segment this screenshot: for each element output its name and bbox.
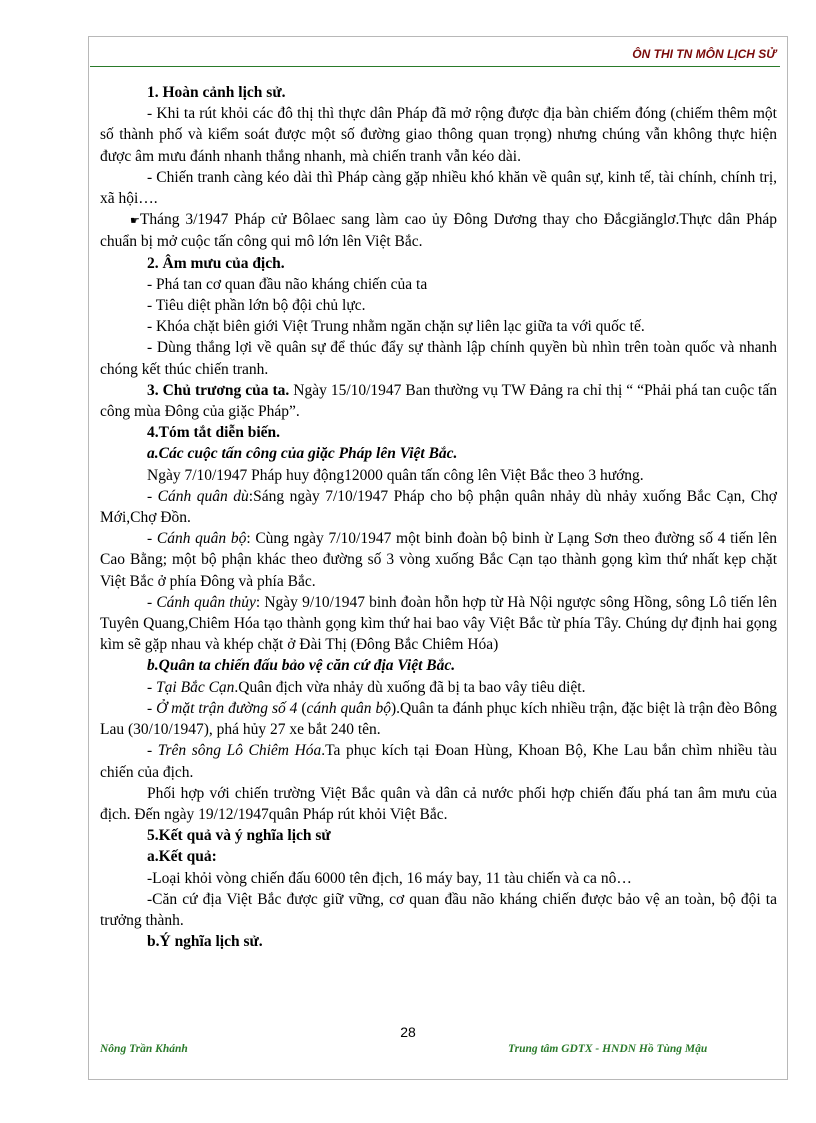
list-item: - Phá tan cơ quan đầu não kháng chiến của ta bbox=[147, 275, 428, 293]
inline-label: Cánh quân thủy bbox=[156, 593, 256, 611]
subsection-heading: b.Quân ta chiến đấu bảo vệ căn cứ địa Việt Bắc. bbox=[147, 657, 456, 675]
paragraph bbox=[100, 209, 777, 252]
subsection-heading: a.Các cuộc tấn công của giặc Pháp lên Việt Bắc. bbox=[147, 445, 458, 463]
header-title: ÔN THI TN MÔN LỊCH SỬ bbox=[632, 47, 776, 61]
paragraph: - Tại Bắc Cạn.Quân địch vừa nhảy dù xuống đã bị ta bao vây tiêu diệt. bbox=[147, 678, 586, 696]
paragraph bbox=[100, 380, 777, 422]
paragraph: -Căn cứ địa Việt Bắc được giữ vững, cơ quan đầu não kháng chiến được bảo vệ an toàn, bộ đội ta trưởng thành. bbox=[100, 890, 777, 929]
paragraph: - Cánh quân bộ: Cùng ngày 7/10/1947 một binh đoàn bộ binh ừ Lạng Sơn theo đường số 4 tiến lên Cao Bằng; một bộ phận khác theo đường số 3 vòng xuống Bắc Cạn tạo thành gọng kìm thứ nhất kẹp chặt Việt Bắc ở phía Đông và phía Bắc. bbox=[100, 530, 777, 590]
section-heading: 5.Kết quả và ý nghĩa lịch sử bbox=[147, 827, 331, 845]
inline-label: cánh quân bộ bbox=[306, 699, 391, 717]
inline-label: Trên sông Lô Chiêm Hóa bbox=[157, 742, 322, 760]
section-heading: 4.Tóm tắt diễn biến. bbox=[147, 424, 281, 442]
inline-label: Cánh quân bộ bbox=[156, 530, 247, 548]
paragraph-text: : Cùng ngày 7/10/1947 một binh đoàn bộ binh ừ Lạng Sơn theo đường số 4 tiến lên Cao Bằng; một bộ phận khác theo đường số 3 vòng xuống Bắc Cạn tạo thành gọng kìm thứ nhất kẹp chặt Việt Bắc ở phía Đông và phía Bắc. bbox=[100, 530, 777, 590]
list-item: - Tiêu diệt phần lớn bộ đội chủ lực. bbox=[147, 297, 366, 315]
subsection-heading: a.Kết quả: bbox=[147, 848, 217, 866]
paragraph: - Trên sông Lô Chiêm Hóa.Ta phục kích tại Đoan Hùng, Khoan Bộ, Khe Lau bắn chìm nhiều tàu chiến của địch. bbox=[100, 742, 777, 781]
pointing-hand-icon: ☛ bbox=[130, 214, 140, 228]
section-heading: 2. Âm mưu của địch. bbox=[147, 254, 285, 272]
paragraph-text: ( bbox=[297, 699, 307, 717]
paragraph: -Loại khỏi vòng chiến đấu 6000 tên địch, 16 máy bay, 11 tàu chiến và ca nô… bbox=[147, 869, 632, 887]
inline-label: Cánh quân dù bbox=[157, 487, 249, 505]
subsection-heading: b.Ý nghĩa lịch sử. bbox=[147, 933, 263, 951]
footer-center-name: Trung tâm GDTX - HNDN Hồ Tùng Mậu bbox=[508, 1043, 708, 1055]
inline-label: Tại Bắc Cạn bbox=[156, 678, 235, 696]
document-body bbox=[100, 82, 777, 952]
paragraph: Ngày 7/10/1947 Pháp huy động12000 quân tấn công lên Việt Bắc theo 3 hướng. bbox=[147, 466, 644, 484]
paragraph-text: .Quân địch vừa nhảy dù xuống đã bị ta bao vây tiêu diệt. bbox=[234, 678, 586, 696]
section-heading: 1. Hoàn cảnh lịch sử. bbox=[147, 84, 286, 101]
paragraph: - Ở mặt trận đường số 4 (cánh quân bộ).Quân ta đánh phục kích nhiều trận, đặc biệt là trận đèo Bông Lau (30/10/1947), phá hủy 27 xe bắt 240 tên. bbox=[100, 699, 777, 739]
paragraph: - Khi ta rút khỏi các đô thị thì thực dân Pháp đã mở rộng được địa bàn chiếm đóng (chiếm thêm một số thành phố và kiểm soát được một số đường giao thông quan trọng) nhưng chúng vẫn không thực hiện được âm mưu đánh nhanh thắng nhanh, mà chiến tranh vẫn kéo dài. bbox=[100, 105, 777, 165]
paragraph-text: .Ta phục kích tại Đoan Hùng, Khoan Bộ, Khe Lau bắn chìm nhiều tàu chiến của địch. bbox=[100, 742, 777, 781]
paragraph-text: Ngày 15/10/1947 Ban thường vụ TW Đảng ra chỉ thị “ “Phải phá tan cuộc tấn công mùa Đông của giặc Pháp”. bbox=[100, 381, 777, 421]
paragraph-text: :Sáng ngày 7/10/1947 Pháp cho bộ phận quân nhảy dù nhảy xuống Bắc Cạn, Chợ Mới,Chợ Đồn. bbox=[100, 487, 777, 527]
inline-label: Ở mặt trận đường số 4 bbox=[156, 699, 298, 717]
paragraph: - Cánh quân thủy: Ngày 9/10/1947 binh đoàn hỗn hợp từ Hà Nội ngược sông Hồng, sông Lô tiến lên Tuyên Quang,Chiêm Hóa tạo thành gọng kìm thứ hai bao vây Việt Bắc từ phía Tây. Chúng dự định hai gọng kìm sẽ gặp nhau và khép chặt ở Đài Thị (Đông Bắc Chiêm Hóa) bbox=[100, 593, 777, 654]
paragraph-text: Tháng 3/1947 Pháp cử Bôlaec sang làm cao ủy Đông Dương thay cho Đắcgiănglơ.Thực dân Pháp chuẩn bị mở cuộc tấn công qui mô lớn lên Việt Bắc. bbox=[100, 211, 777, 251]
section-heading: 3. Chủ trương của ta. bbox=[147, 381, 290, 399]
paragraph: - Cánh quân dù:Sáng ngày 7/10/1947 Pháp cho bộ phận quân nhảy dù nhảy xuống Bắc Cạn, Chợ Mới,Chợ Đồn. bbox=[100, 487, 777, 527]
paragraph: - Chiến tranh càng kéo dài thì Pháp càng gặp nhiều khó khăn về quân sự, kinh tế, tài chính, chính trị, xã hội…. bbox=[100, 168, 777, 208]
list-item: - Dùng thắng lợi về quân sự để thúc đẩy sự thành lập chính quyền bù nhìn trên toàn quốc và nhanh chóng kết thúc chiến tranh. bbox=[100, 339, 777, 378]
paragraph-text: : Ngày 9/10/1947 binh đoàn hỗn hợp từ Hà Nội ngược sông Hồng, sông Lô tiến lên Tuyên Quang,Chiêm Hóa tạo thành gọng kìm thứ hai bao vây Việt Bắc từ phía Tây. Chúng dự định hai gọng kìm sẽ gặp nhau và khép chặt ở Đài Thị (Đông Bắc Chiêm Hóa) bbox=[100, 593, 777, 654]
paragraph: Phối hợp với chiến trường Việt Bắc quân và dân cả nước phối hợp chiến đấu phá tan âm mưu của địch. Đến ngày 19/12/1947quân Pháp rút khỏi Việt Bắc. bbox=[100, 784, 777, 823]
list-item: - Khóa chặt biên giới Việt Trung nhằm ngăn chặn sự liên lạc giữa ta với quốc tế. bbox=[147, 318, 645, 336]
paragraph-text: ).Quân ta đánh phục kích nhiều trận, đặc biệt là trận đèo Bông Lau (30/10/1947), phá hủy 27 xe bắt 240 tên. bbox=[100, 699, 777, 739]
page-number: 28 bbox=[400, 1024, 416, 1040]
footer-author: Nông Trần Khánh bbox=[100, 1043, 188, 1055]
header-rule bbox=[90, 66, 780, 67]
